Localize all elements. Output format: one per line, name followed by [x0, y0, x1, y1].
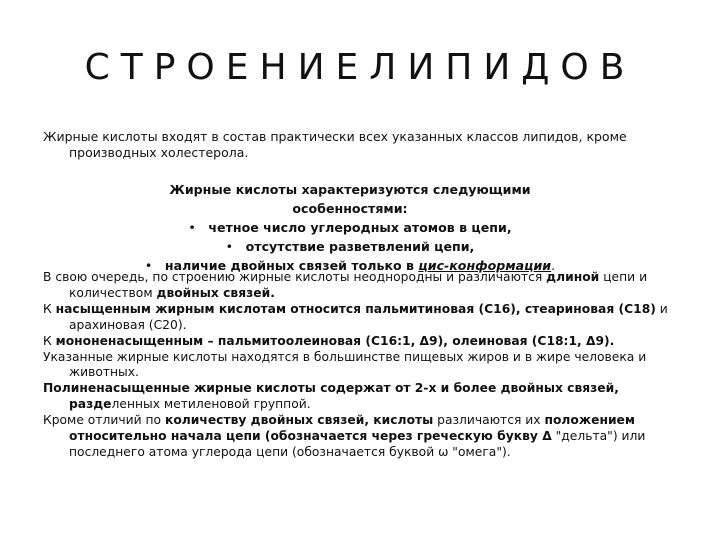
- text-run: ленных метиленовой группой.: [111, 397, 311, 412]
- feature-text-end: .: [551, 258, 556, 273]
- text-run: Кроме отличий по: [43, 413, 165, 428]
- bullet-icon: •: [144, 258, 153, 273]
- text-run: К: [43, 301, 56, 316]
- text-run: цепи и количеством: [69, 270, 648, 300]
- text-run-bold: длиной: [546, 270, 600, 284]
- intro-text: Жирные кислоты входят в состав практически всех указанных классов липидов, кроме производных холестерола.: [43, 129, 627, 160]
- features-lead: Жирные кислоты характеризуются следующими особенностями:: [169, 182, 531, 216]
- text-run: и арахиновая (С20).: [69, 301, 668, 332]
- feature-item: [120, 237, 580, 256]
- paragraph: [43, 302, 683, 334]
- text-run-bold: положением относительно начала цепи (обозначается через греческую букву Δ: [69, 413, 635, 444]
- paragraph: [43, 334, 683, 350]
- slide-title: СТРОЕНИЕЛИПИДОВ: [84, 47, 636, 88]
- text-run-bold: двойных связей.: [156, 285, 275, 300]
- text-run-bold: Полиненасыщенные жирные кислоты содержат от 2-х и более двойных связей, разде: [43, 381, 619, 412]
- text-run-bold: количеству двойных связей, кислоты: [164, 413, 434, 428]
- text-run: "дельта") или последнего атома углерода цепи (обозначается буквой ω "омега").: [69, 429, 646, 459]
- feature-text: четное число углеродных атомов в цепи,: [208, 220, 512, 235]
- features-block: [120, 180, 580, 275]
- body-paragraphs: [43, 270, 683, 461]
- feature-text-part: наличие двойных связей только в: [164, 258, 419, 273]
- feature-item: [120, 218, 580, 237]
- text-run: Указанные жирные кислоты находятся в большинстве пищевых жиров и в жире человека и животных.: [43, 349, 647, 380]
- text-run: К: [43, 333, 56, 348]
- feature-text: отсутствие разветвлений цепи,: [245, 239, 475, 254]
- bullet-icon: •: [188, 220, 196, 235]
- text-run-bold: насыщенным жирным кислотам относится пальмитиновая (С16), стеариновая (С18): [55, 301, 656, 316]
- text-run: различаются их: [433, 413, 545, 428]
- features-list: [120, 218, 580, 275]
- paragraph: [43, 270, 683, 302]
- paragraph: [43, 350, 683, 382]
- paragraph: [43, 381, 683, 413]
- text-run-bold: мононенасыщенным – пальмитоолеиновая (С16:1, Δ9), олеиновая (С18:1, Δ9).: [55, 333, 615, 348]
- text-run: В свою очередь, по строению жирные кислоты неоднородны и различаются: [43, 270, 547, 284]
- bullet-icon: •: [225, 239, 234, 254]
- cis-conformation-term: цис-конформации: [418, 258, 552, 273]
- paragraph: [43, 413, 683, 461]
